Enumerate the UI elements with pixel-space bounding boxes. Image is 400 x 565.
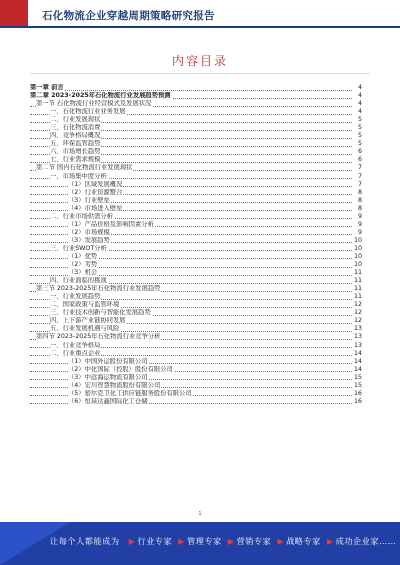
page-header (0, 0, 400, 34)
toc-entry[interactable] (30, 342, 362, 350)
toc-entry-label: 第四节 2023-2025年石化物流行业竞争分析 (36, 333, 161, 341)
toc-entry-label: 三、行业技术创新与智能化发展趋势 (50, 309, 151, 317)
toc-entry-label: （1）优势 (68, 252, 98, 260)
toc-entry[interactable] (30, 325, 362, 333)
toc-entry[interactable] (30, 156, 362, 164)
toc-entry-page: 9 (357, 220, 362, 228)
toc-leader-dots (30, 90, 352, 91)
toc-entry-page: 4 (357, 92, 362, 100)
toc-entry-page: 14 (353, 357, 362, 365)
arrow-icon: ▶ (128, 536, 136, 546)
toc-entry-page: 5 (357, 132, 362, 140)
header-accent-bar (0, 0, 28, 26)
toc-entry-page: 14 (353, 349, 362, 357)
toc-entry-label: 三、石化物流消费 (50, 124, 101, 132)
toc-entry-label: （2）中化国际（控股）股份有限公司 (68, 365, 173, 373)
footer-tag: 战略专家 (286, 536, 321, 546)
toc-entry-page: 15 (353, 373, 362, 381)
toc-entry-page: 12 (353, 301, 362, 309)
arrow-icon: ▶ (277, 536, 285, 546)
toc-entry-label: 六、市场增长趋势 (50, 148, 101, 156)
toc-entry-page: 7 (357, 164, 362, 172)
toc-entry-page: 4 (357, 108, 362, 116)
toc-entry-page: 5 (357, 124, 362, 132)
toc-entry-page: 16 (353, 389, 362, 397)
footer-tag: 管理专家 (186, 536, 222, 546)
toc-entry-page: 6 (357, 156, 362, 164)
toc-entry[interactable] (30, 358, 362, 366)
toc-entry-label: 一、市场集中度分析 (50, 172, 107, 180)
toc-entry[interactable] (30, 317, 362, 325)
toc-entry-label: 五、行业发展机遇与风险 (50, 325, 120, 333)
toc-entry-label: 四、行业面临的挑战 (50, 277, 107, 285)
toc-entry-page: 15 (353, 381, 362, 389)
toc-entry[interactable] (30, 84, 362, 92)
arrow-icon: ▶ (178, 536, 185, 546)
toc-entry-page: 10 (353, 244, 362, 252)
toc-entry[interactable] (30, 245, 362, 253)
page-footer (0, 522, 400, 565)
toc-entry-label: 四、上下游产业链协同发展 (50, 317, 126, 325)
toc-entry-label: 第三节 2023-2025年石化物流行业发展趋势 (36, 285, 161, 293)
toc-entry-page: 12 (353, 317, 362, 325)
arrow-icon: ▶ (227, 536, 235, 546)
toc-entry-label: （5）密尔克卫化工供应链服务股份有限公司 (68, 389, 192, 397)
toc-entry-page: 11 (353, 277, 362, 285)
footer-slogan-text: 让每个人都能成为 (50, 536, 120, 546)
toc-entry-page: 13 (353, 333, 362, 341)
toc-entry[interactable] (30, 124, 362, 132)
toc-entry[interactable] (30, 100, 362, 108)
toc-entry-label: （3）行业壁垒 (68, 196, 110, 204)
toc-entry-label: 一、行业竞争格局 (50, 341, 101, 349)
toc-entry-page: 8 (357, 204, 362, 212)
toc-entry-page: 4 (357, 100, 362, 108)
toc-entry[interactable] (30, 213, 362, 221)
toc-entry[interactable] (30, 253, 362, 261)
toc-entry-label: （3）中远海运物流有限公司 (68, 373, 148, 381)
toc-entry-label: （3）机会 (68, 269, 98, 277)
toc-entry-page: 8 (357, 196, 362, 204)
toc-entry-label: 一、石化物流行业业务发展 (50, 108, 126, 116)
toc-entry[interactable] (30, 181, 362, 189)
toc-entry-page: 11 (353, 285, 362, 293)
toc-entry[interactable] (30, 333, 362, 341)
footer-slogan (50, 536, 397, 547)
table-of-contents (30, 84, 362, 406)
toc-entry[interactable] (30, 301, 362, 309)
toc-entry-page: 10 (353, 261, 362, 269)
arrow-icon: ▶ (326, 536, 334, 546)
toc-entry[interactable] (30, 164, 362, 172)
toc-entry-page: 13 (353, 325, 362, 333)
toc-entry-label: 第一节 石化物流行业经营模式及发展状况 (36, 100, 152, 108)
toc-entry-page: 8 (357, 188, 362, 196)
toc-entry[interactable] (30, 229, 362, 237)
toc-entry-page: 5 (357, 116, 362, 124)
toc-entry[interactable] (30, 382, 362, 390)
footer-tag: 成功企业家…… (335, 536, 397, 546)
toc-entry-label: （4）市场进入壁垒 (68, 204, 123, 212)
toc-entry[interactable] (30, 205, 362, 213)
toc-entry[interactable] (30, 140, 362, 148)
toc-entry-page: 5 (357, 140, 362, 148)
toc-entry[interactable] (30, 285, 362, 293)
toc-entry-label: 二、行业重点企业 (50, 349, 101, 357)
toc-entry[interactable] (30, 269, 362, 277)
toc-entry-page: 13 (353, 341, 362, 349)
toc-entry-page: 12 (353, 309, 362, 317)
toc-entry[interactable] (30, 189, 362, 197)
toc-entry[interactable] (30, 277, 362, 285)
toc-entry-label: （1）区域发展概况 (68, 180, 123, 188)
toc-entry-label: 一、行业发展趋势 (50, 293, 101, 301)
toc-entry-label: （1）中国外运股份有限公司 (68, 357, 148, 365)
toc-entry[interactable] (30, 366, 362, 374)
toc-entry[interactable] (30, 92, 362, 100)
toc-entry[interactable] (30, 374, 362, 382)
toc-entry-label: 二、国家政策与监管环境 (50, 301, 120, 309)
toc-entry-label: 五、环保监管趋势 (50, 140, 101, 148)
header-rule (0, 26, 400, 28)
toc-entry-page: 7 (357, 172, 362, 180)
toc-entry[interactable] (30, 148, 362, 156)
report-title: 石化物流企业穿越周期策略研究报告 (42, 10, 215, 22)
toc-entry-label: （3）发展趋势 (68, 236, 110, 244)
toc-entry-label: （4）宏川智慧物流股份有限公司 (68, 381, 161, 389)
toc-heading-divider (30, 73, 370, 74)
toc-entry[interactable] (30, 350, 362, 358)
toc-entry-label: （2）市场规模 (68, 228, 110, 236)
page-number: 1 (198, 511, 202, 517)
toc-entry-page: 9 (357, 228, 362, 236)
toc-entry[interactable] (30, 197, 362, 205)
toc-entry-label: 第一章 前言 (30, 84, 64, 91)
toc-entry-page: 11 (353, 293, 362, 301)
toc-entry-page: 6 (357, 148, 362, 156)
toc-entry-page: 11 (353, 269, 362, 277)
toc-entry[interactable] (30, 173, 362, 181)
toc-entry-label: 二、行业市场供需分析 (50, 212, 113, 220)
toc-entry[interactable] (30, 221, 362, 229)
toc-entry-label: （2）行业资源整合 (68, 188, 123, 196)
toc-entry[interactable] (30, 237, 362, 245)
toc-entry-page: 10 (353, 236, 362, 244)
toc-entry-label: 二、行业发展现状 (50, 116, 101, 124)
toc-entry[interactable] (30, 261, 362, 269)
toc-entry-label: 三、行业SWOT分析 (50, 244, 107, 252)
toc-entry[interactable] (30, 116, 362, 124)
toc-entry-label: 第二章 2023-2025年石化物流行业发展趋势预测 (30, 92, 171, 100)
toc-entry[interactable] (30, 108, 362, 116)
toc-entry-label: 第二节 国内石化物流行业发展现状 (36, 164, 133, 172)
toc-entry-label: 七、行业需求规模 (50, 156, 101, 164)
toc-entry-page: 4 (357, 84, 362, 91)
toc-entry-label: （2）劣势 (68, 261, 98, 269)
toc-entry[interactable] (30, 309, 362, 317)
toc-entry[interactable] (30, 132, 362, 140)
toc-entry-page: 7 (357, 180, 362, 188)
toc-entry-label: 四、竞争格局概况 (50, 132, 101, 140)
toc-heading: 内容目录 (171, 54, 228, 68)
toc-entry-page: 10 (353, 252, 362, 260)
toc-entry-label: （6）恒基达鑫国际化工仓储 (68, 397, 148, 405)
toc-entry[interactable] (30, 293, 362, 301)
toc-entry[interactable] (30, 390, 362, 398)
toc-entry-page: 16 (353, 397, 362, 405)
toc-entry-page: 9 (357, 212, 362, 220)
footer-tag: 行业专家 (137, 536, 173, 546)
toc-entry-page: 14 (353, 365, 362, 373)
toc-entry-label: （1）产品价格及影响因素分析 (68, 220, 154, 228)
footer-tag: 营销专家 (236, 536, 272, 546)
toc-entry[interactable] (30, 398, 362, 406)
